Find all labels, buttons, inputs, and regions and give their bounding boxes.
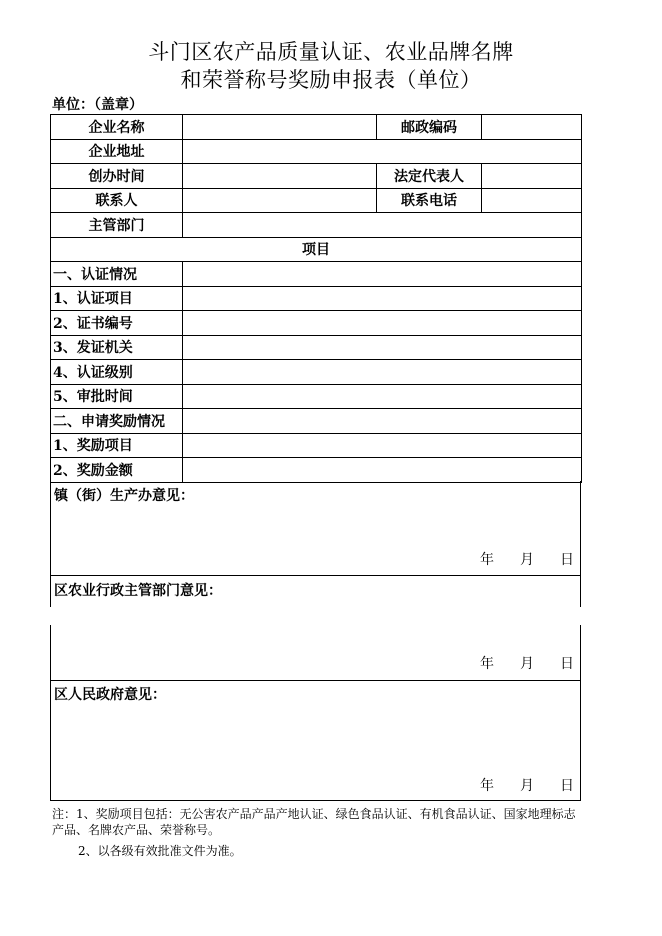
year-label: 年 <box>480 656 494 672</box>
founded-field[interactable] <box>183 164 377 189</box>
table-row <box>51 409 582 434</box>
company-address-label: 企业地址 <box>51 139 183 164</box>
contact-field[interactable] <box>183 188 377 213</box>
item-label: 1、认证项目 <box>51 286 183 311</box>
phone-label: 联系电话 <box>377 188 482 213</box>
table-row <box>51 115 582 140</box>
company-address-field[interactable] <box>183 139 582 164</box>
town-opinion-box[interactable] <box>50 481 581 576</box>
district-agri-opinion-box-continued[interactable] <box>50 625 581 681</box>
table-row <box>51 237 582 262</box>
day-label: 日 <box>560 552 574 568</box>
postal-code-label: 邮政编码 <box>377 115 482 140</box>
item-label: 2、证书编号 <box>51 311 183 336</box>
contact-label: 联系人 <box>51 188 183 213</box>
item-label: 5、审批时间 <box>51 384 183 409</box>
table-row <box>51 384 582 409</box>
item-field[interactable] <box>183 311 582 336</box>
unit-seal-label: 单位：（盖章） <box>52 97 143 113</box>
month-label: 月 <box>520 656 534 672</box>
table-row <box>51 458 582 483</box>
form-title-line1: 斗门区农产品质量认证、农业品牌名牌 <box>148 40 514 64</box>
table-row <box>51 335 582 360</box>
item-label: 二、申请奖励情况 <box>51 409 183 434</box>
item-label: 1、奖励项目 <box>51 433 183 458</box>
month-label: 月 <box>520 778 534 794</box>
application-form-table <box>50 114 582 483</box>
table-row <box>51 360 582 385</box>
town-opinion-label: 镇（街）生产办意见： <box>54 488 194 504</box>
item-field[interactable] <box>183 409 582 434</box>
item-field[interactable] <box>183 458 582 483</box>
item-field[interactable] <box>183 335 582 360</box>
item-label: 4、认证级别 <box>51 360 183 385</box>
table-row <box>51 213 582 238</box>
item-label: 一、认证情况 <box>51 262 183 287</box>
item-field[interactable] <box>183 360 582 385</box>
district-agri-opinion-label: 区农业行政主管部门意见： <box>54 583 222 599</box>
company-name-label: 企业名称 <box>51 115 183 140</box>
item-field[interactable] <box>183 286 582 311</box>
district-gov-opinion-label: 区人民政府意见： <box>54 687 166 703</box>
table-row <box>51 286 582 311</box>
table-row <box>51 311 582 336</box>
note-1: 注：1、奖励项目包括：无公害农产品产品产地认证、绿色食品认证、有机食品认证、国家地理标志产品、名牌农产品、荣誉称号。 <box>52 807 576 837</box>
postal-code-field[interactable] <box>482 115 582 140</box>
table-row <box>51 139 582 164</box>
company-name-field[interactable] <box>183 115 377 140</box>
day-label: 日 <box>560 778 574 794</box>
project-header: 项目 <box>51 237 582 262</box>
year-label: 年 <box>480 552 494 568</box>
date-line <box>454 775 574 795</box>
table-row <box>51 433 582 458</box>
legal-rep-field[interactable] <box>482 164 582 189</box>
supervisor-label: 主管部门 <box>51 213 183 238</box>
district-gov-opinion-box[interactable] <box>50 680 581 801</box>
item-label: 2、奖励金额 <box>51 458 183 483</box>
day-label: 日 <box>560 656 574 672</box>
table-row <box>51 164 582 189</box>
table-row <box>51 262 582 287</box>
item-field[interactable] <box>183 262 582 287</box>
date-line <box>454 549 574 569</box>
note-2: 2、以各级有效批准文件为准。 <box>78 844 242 858</box>
form-title-line2: 和荣誉称号奖励申报表（单位） <box>180 68 482 92</box>
table-row <box>51 188 582 213</box>
phone-field[interactable] <box>482 188 582 213</box>
founded-label: 创办时间 <box>51 164 183 189</box>
legal-rep-label: 法定代表人 <box>377 164 482 189</box>
item-field[interactable] <box>183 433 582 458</box>
district-agri-opinion-box[interactable] <box>50 575 581 607</box>
month-label: 月 <box>520 552 534 568</box>
item-label: 3、发证机关 <box>51 335 183 360</box>
item-field[interactable] <box>183 384 582 409</box>
date-line <box>454 653 574 673</box>
year-label: 年 <box>480 778 494 794</box>
supervisor-field[interactable] <box>183 213 582 238</box>
